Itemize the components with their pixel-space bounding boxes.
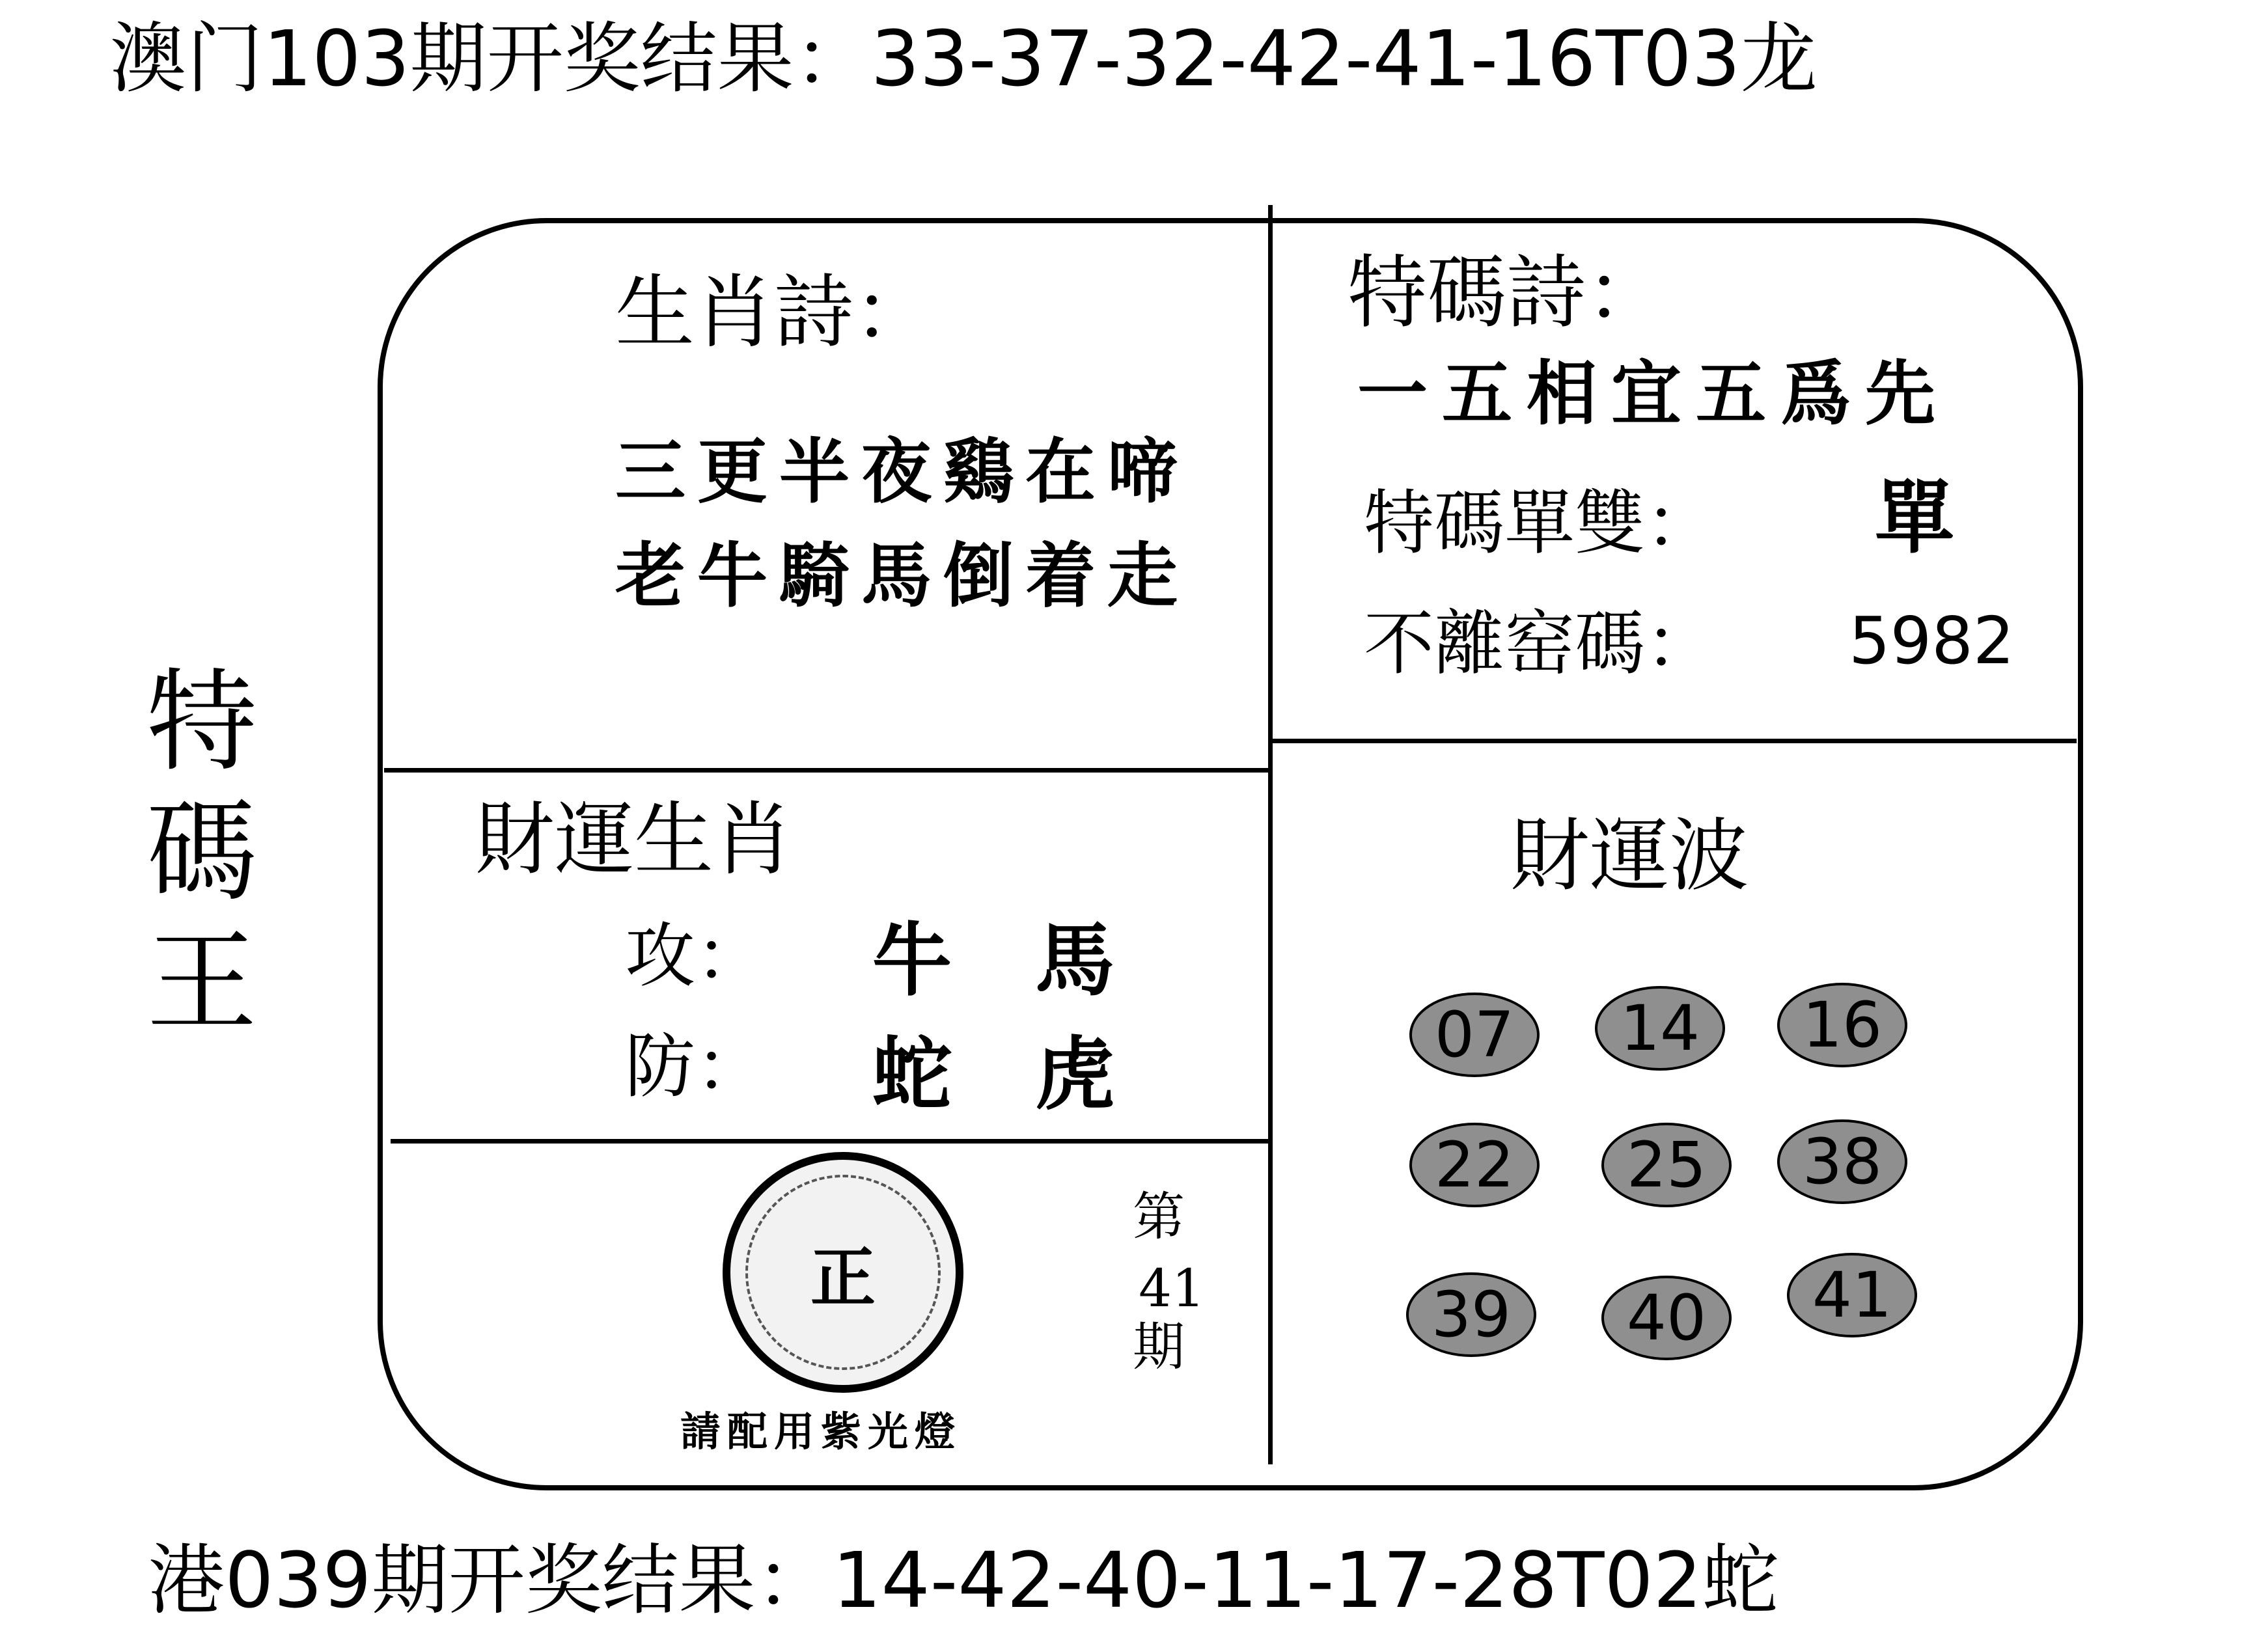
issue-number: 41 (1139, 1258, 1205, 1319)
wave-ball: 14 (1595, 986, 1725, 1071)
attack-value-1: 牛 (872, 913, 952, 1007)
wave-ball: 07 (1409, 993, 1540, 1077)
zodiac-poem-title: 生肖詩： (615, 266, 933, 359)
special-poem-title: 特碼詩： (1348, 247, 1665, 339)
macau-result-heading: 澳门103期开奖结果：33-37-32-42-41-16T03龙 (109, 14, 1818, 103)
seal-stamp (723, 1152, 963, 1393)
must-have-label: 不離窑碼： (1364, 603, 1716, 685)
odd-even-value: 單 (1875, 471, 1954, 564)
uv-light-note: 請配用紫光燈 (680, 1408, 962, 1455)
wave-ball: 41 (1787, 1253, 1917, 1337)
right-divider-1 (1271, 739, 2077, 743)
wave-ball: 40 (1601, 1276, 1732, 1360)
fortune-wave-title: 財運波 (1510, 810, 1749, 902)
side-title-char: 特 (146, 658, 257, 787)
seal-stamp-center: 正 (745, 1175, 941, 1370)
defend-value-2: 虎 (1035, 1027, 1114, 1121)
left-divider-1 (384, 768, 1271, 773)
wave-ball: 25 (1601, 1123, 1732, 1207)
zodiac-poem-line-2: 老牛騎馬倒着走 (615, 535, 1190, 617)
defend-value-1: 蛇 (872, 1027, 952, 1121)
left-divider-2 (391, 1139, 1271, 1144)
special-poem-line: 一五相宜五爲先 (1357, 353, 1950, 435)
must-have-value: 5982 (1849, 603, 2015, 679)
side-title-char: 碼 (146, 788, 257, 917)
issue-prefix: 第 (1133, 1186, 1185, 1247)
attack-label: 攻： (625, 916, 766, 997)
fortune-zodiac-title: 財運生肖 (475, 793, 793, 886)
wave-ball: 22 (1409, 1123, 1540, 1207)
wave-ball: 16 (1777, 983, 1907, 1067)
side-title (130, 657, 273, 1048)
attack-value-2: 馬 (1035, 913, 1114, 1007)
odd-even-label: 特碼單雙： (1364, 483, 1716, 564)
side-title-char: 王 (146, 918, 257, 1047)
zodiac-poem-line-1: 三更半夜鷄在啼 (615, 431, 1190, 513)
defend-label: 防： (625, 1026, 766, 1108)
issue-suffix: 期 (1133, 1317, 1185, 1377)
hk-result-footer: 港039期开奖结果：14-42-40-11-17-28T02蛇 (148, 1535, 1779, 1625)
wave-ball: 39 (1406, 1272, 1536, 1357)
wave-ball: 38 (1777, 1119, 1907, 1204)
center-divider (1268, 205, 1273, 1464)
